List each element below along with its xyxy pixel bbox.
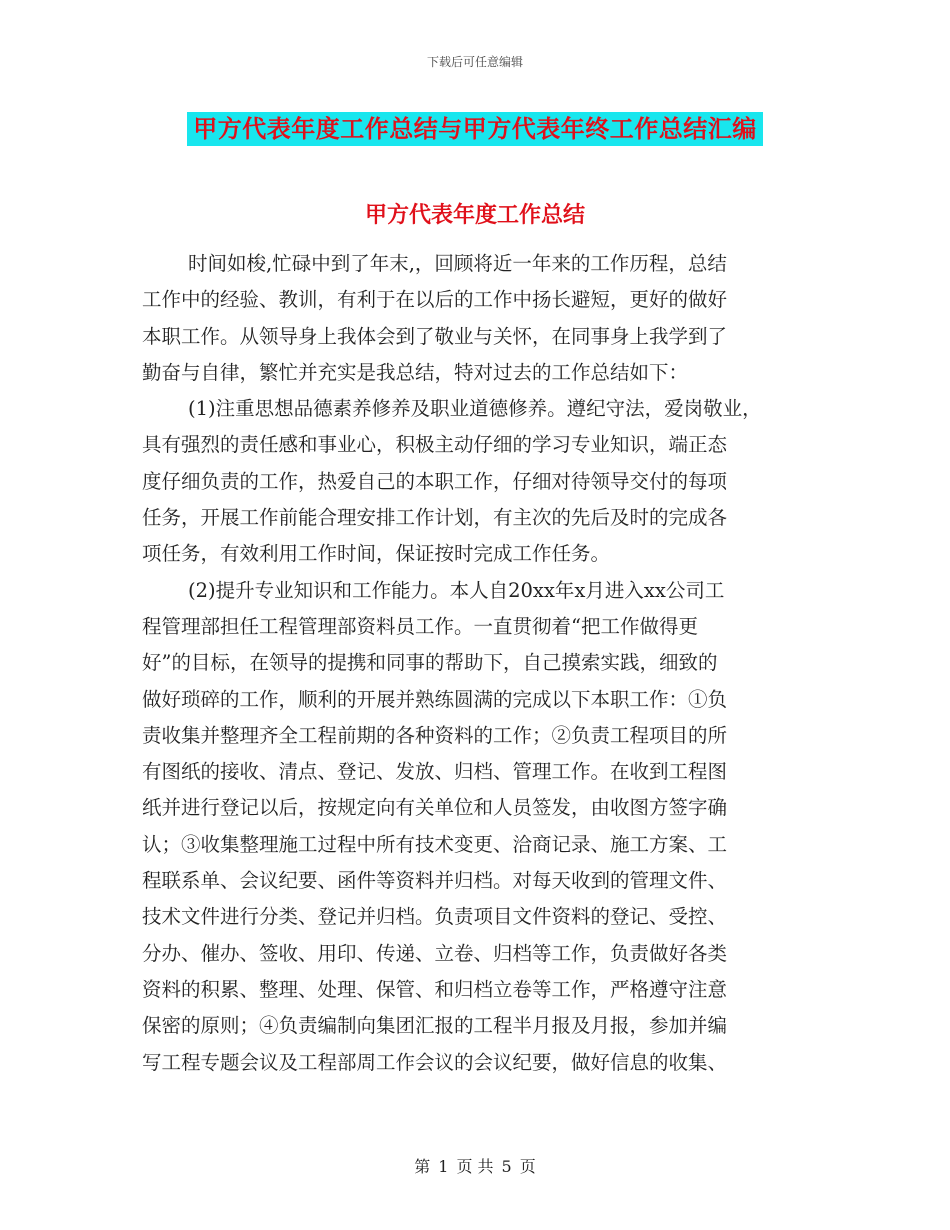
- footer-total-pages: 5: [501, 1157, 512, 1176]
- body-line: 时间如梭,忙碌中到了年末,，回顾将近一年来的工作历程，总结: [188, 252, 727, 275]
- footer-mid: 页 共: [456, 1157, 494, 1176]
- main-title: 甲方代表年度工作总结与甲方代表年终工作总结汇编: [187, 112, 763, 146]
- footer-page-number: 1: [438, 1157, 449, 1176]
- body-line: 勤奋与自律，繁忙并充实是我总结，特对过去的工作总结如下：: [142, 360, 689, 384]
- body-line: 写工程专题会议及工程部周工作会议的会议纪要，做好信息的收集、: [142, 1050, 728, 1074]
- footer-suffix: 页: [519, 1157, 536, 1176]
- body-line: 具有强烈的责任感和事业心，积极主动仔细的学习专业知识，端正态: [142, 433, 728, 457]
- section-title: 甲方代表年度工作总结: [364, 202, 585, 228]
- page-footer: [0, 1154, 950, 1177]
- body-line: 资料的积累、整理、处理、保管、和归档立卷等工作，严格遵守注意: [142, 977, 728, 1001]
- body-line: 技术文件进行分类、登记并归档。负责项目文件资料的登记、受控、: [142, 905, 728, 929]
- body-line: 程联系单、会议纪要、函件等资料并归档。对每天收到的管理文件、: [142, 869, 728, 893]
- body-line: 做好琐碎的工作，顺利的开展并熟练圆满的完成以下本职工作：①负: [142, 687, 728, 711]
- body-line: 度仔细负责的工作，热爱自己的本职工作，仔细对待领导交付的每项: [142, 469, 728, 493]
- main-title-wrap: [0, 112, 950, 146]
- body-line: 项任务，有效利用工作时间，保证按时完成工作任务。: [142, 542, 611, 566]
- header-note: 下载后可任意编辑: [426, 55, 523, 69]
- body-line: 保密的原则；④负责编制向集团汇报的工程半月报及月报，参加并编: [142, 1014, 728, 1038]
- body-line: 程管理部担任工程管理部资料员工作。一直贯彻着“把工作做得更: [142, 614, 698, 638]
- body-line: 任务，开展工作前能合理安排工作计划，有主次的先后及时的完成各: [142, 506, 728, 530]
- body-line: 本职工作。从领导身上我体会到了敬业与关怀，在同事身上我学到了: [142, 324, 728, 348]
- body-text: [142, 246, 822, 1081]
- footer-prefix: 第: [414, 1157, 431, 1176]
- body-line: 认；③收集整理施工过程中所有技术变更、洽商记录、施工方案、工: [142, 832, 728, 856]
- body-line: 工作中的经验、教训，有利于在以后的工作中扬长避短，更好的做好: [142, 288, 728, 312]
- body-line: 责收集并整理齐全工程前期的各种资料的工作；②负责工程项目的所: [142, 723, 728, 747]
- body-line: 分办、催办、签收、用印、传递、立卷、归档等工作，负责做好各类: [142, 941, 728, 965]
- body-line: (1)注重思想品德素养修养及职业道德修养。遵纪守法，爱岗敬业，: [188, 397, 762, 421]
- body-line: 好”的目标，在领导的提携和同事的帮助下，自己摸索实践，细致的: [142, 651, 718, 675]
- body-line: (2)提升专业知识和工作能力。本人自20xx年x月进入xx公司工: [188, 578, 725, 602]
- body-line: 纸并进行登记以后，按规定向有关单位和人员签发，由收图方签字确: [142, 796, 728, 820]
- body-line: 有图纸的接收、清点、登记、发放、归档、管理工作。在收到工程图: [142, 760, 728, 784]
